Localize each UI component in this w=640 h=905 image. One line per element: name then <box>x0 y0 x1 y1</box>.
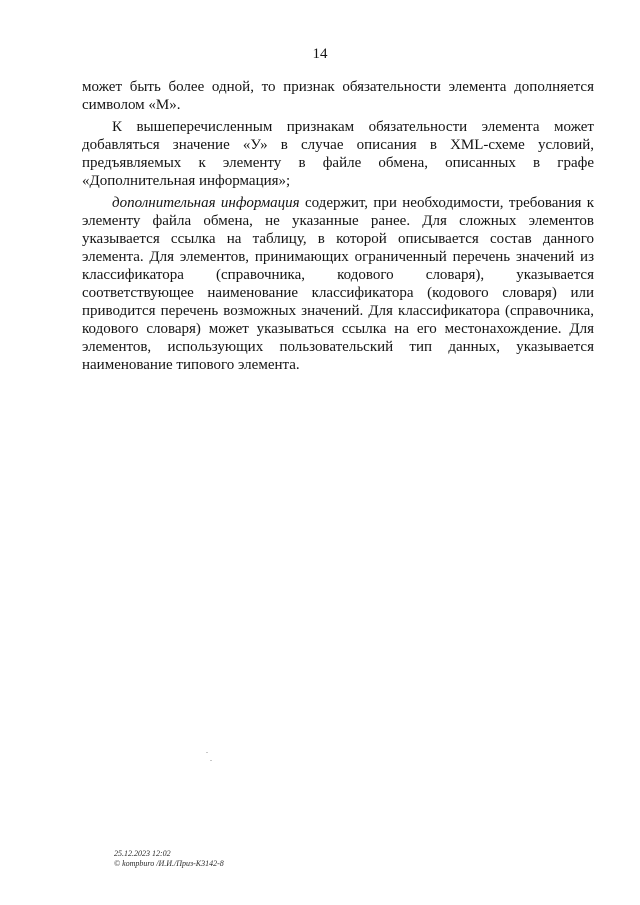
footer-path: © kompburo /И.И./Приз-К3142-8 <box>114 859 224 868</box>
paragraph-1: может быть более одной, то признак обязательности элемента дополняется символом «М». <box>82 79 594 113</box>
page-number: 14 <box>312 46 328 62</box>
defined-term: дополнительная информация <box>112 195 300 211</box>
footer-stamp <box>114 849 224 869</box>
main-text <box>82 78 594 378</box>
scan-speck <box>206 752 208 753</box>
scan-speck <box>210 760 212 761</box>
paragraph-3 <box>82 194 594 374</box>
footer-date: 25.12.2023 12:02 <box>114 849 171 858</box>
paragraph-2: К вышеперечисленным признакам обязательности элемента может добавляться значение «У» в случае описания в XML-схеме условий, предъявляемых к элементу в файле обмена, описанных в графе «Дополнительная информация»; <box>82 119 594 189</box>
paragraph-3-text: содержит, при необходимости, требования к элементу файла обмена, не указанные ранее. Для сложных элементов указывается ссылка на таблицу, в которой описывается состав данного элемента. Для элементов, принимающих ограниченный перечень значений из классификатора (справочника, кодового словаря), указывается соответствующее наименование классификатора (кодового словаря) или приводится перечень возможных значений. Для классификатора (справочника, кодового словаря) может указываться ссылка на его местонахождение. Для элементов, использующих пользовательский тип данных, указывается наименование типового элемента. <box>82 195 594 373</box>
